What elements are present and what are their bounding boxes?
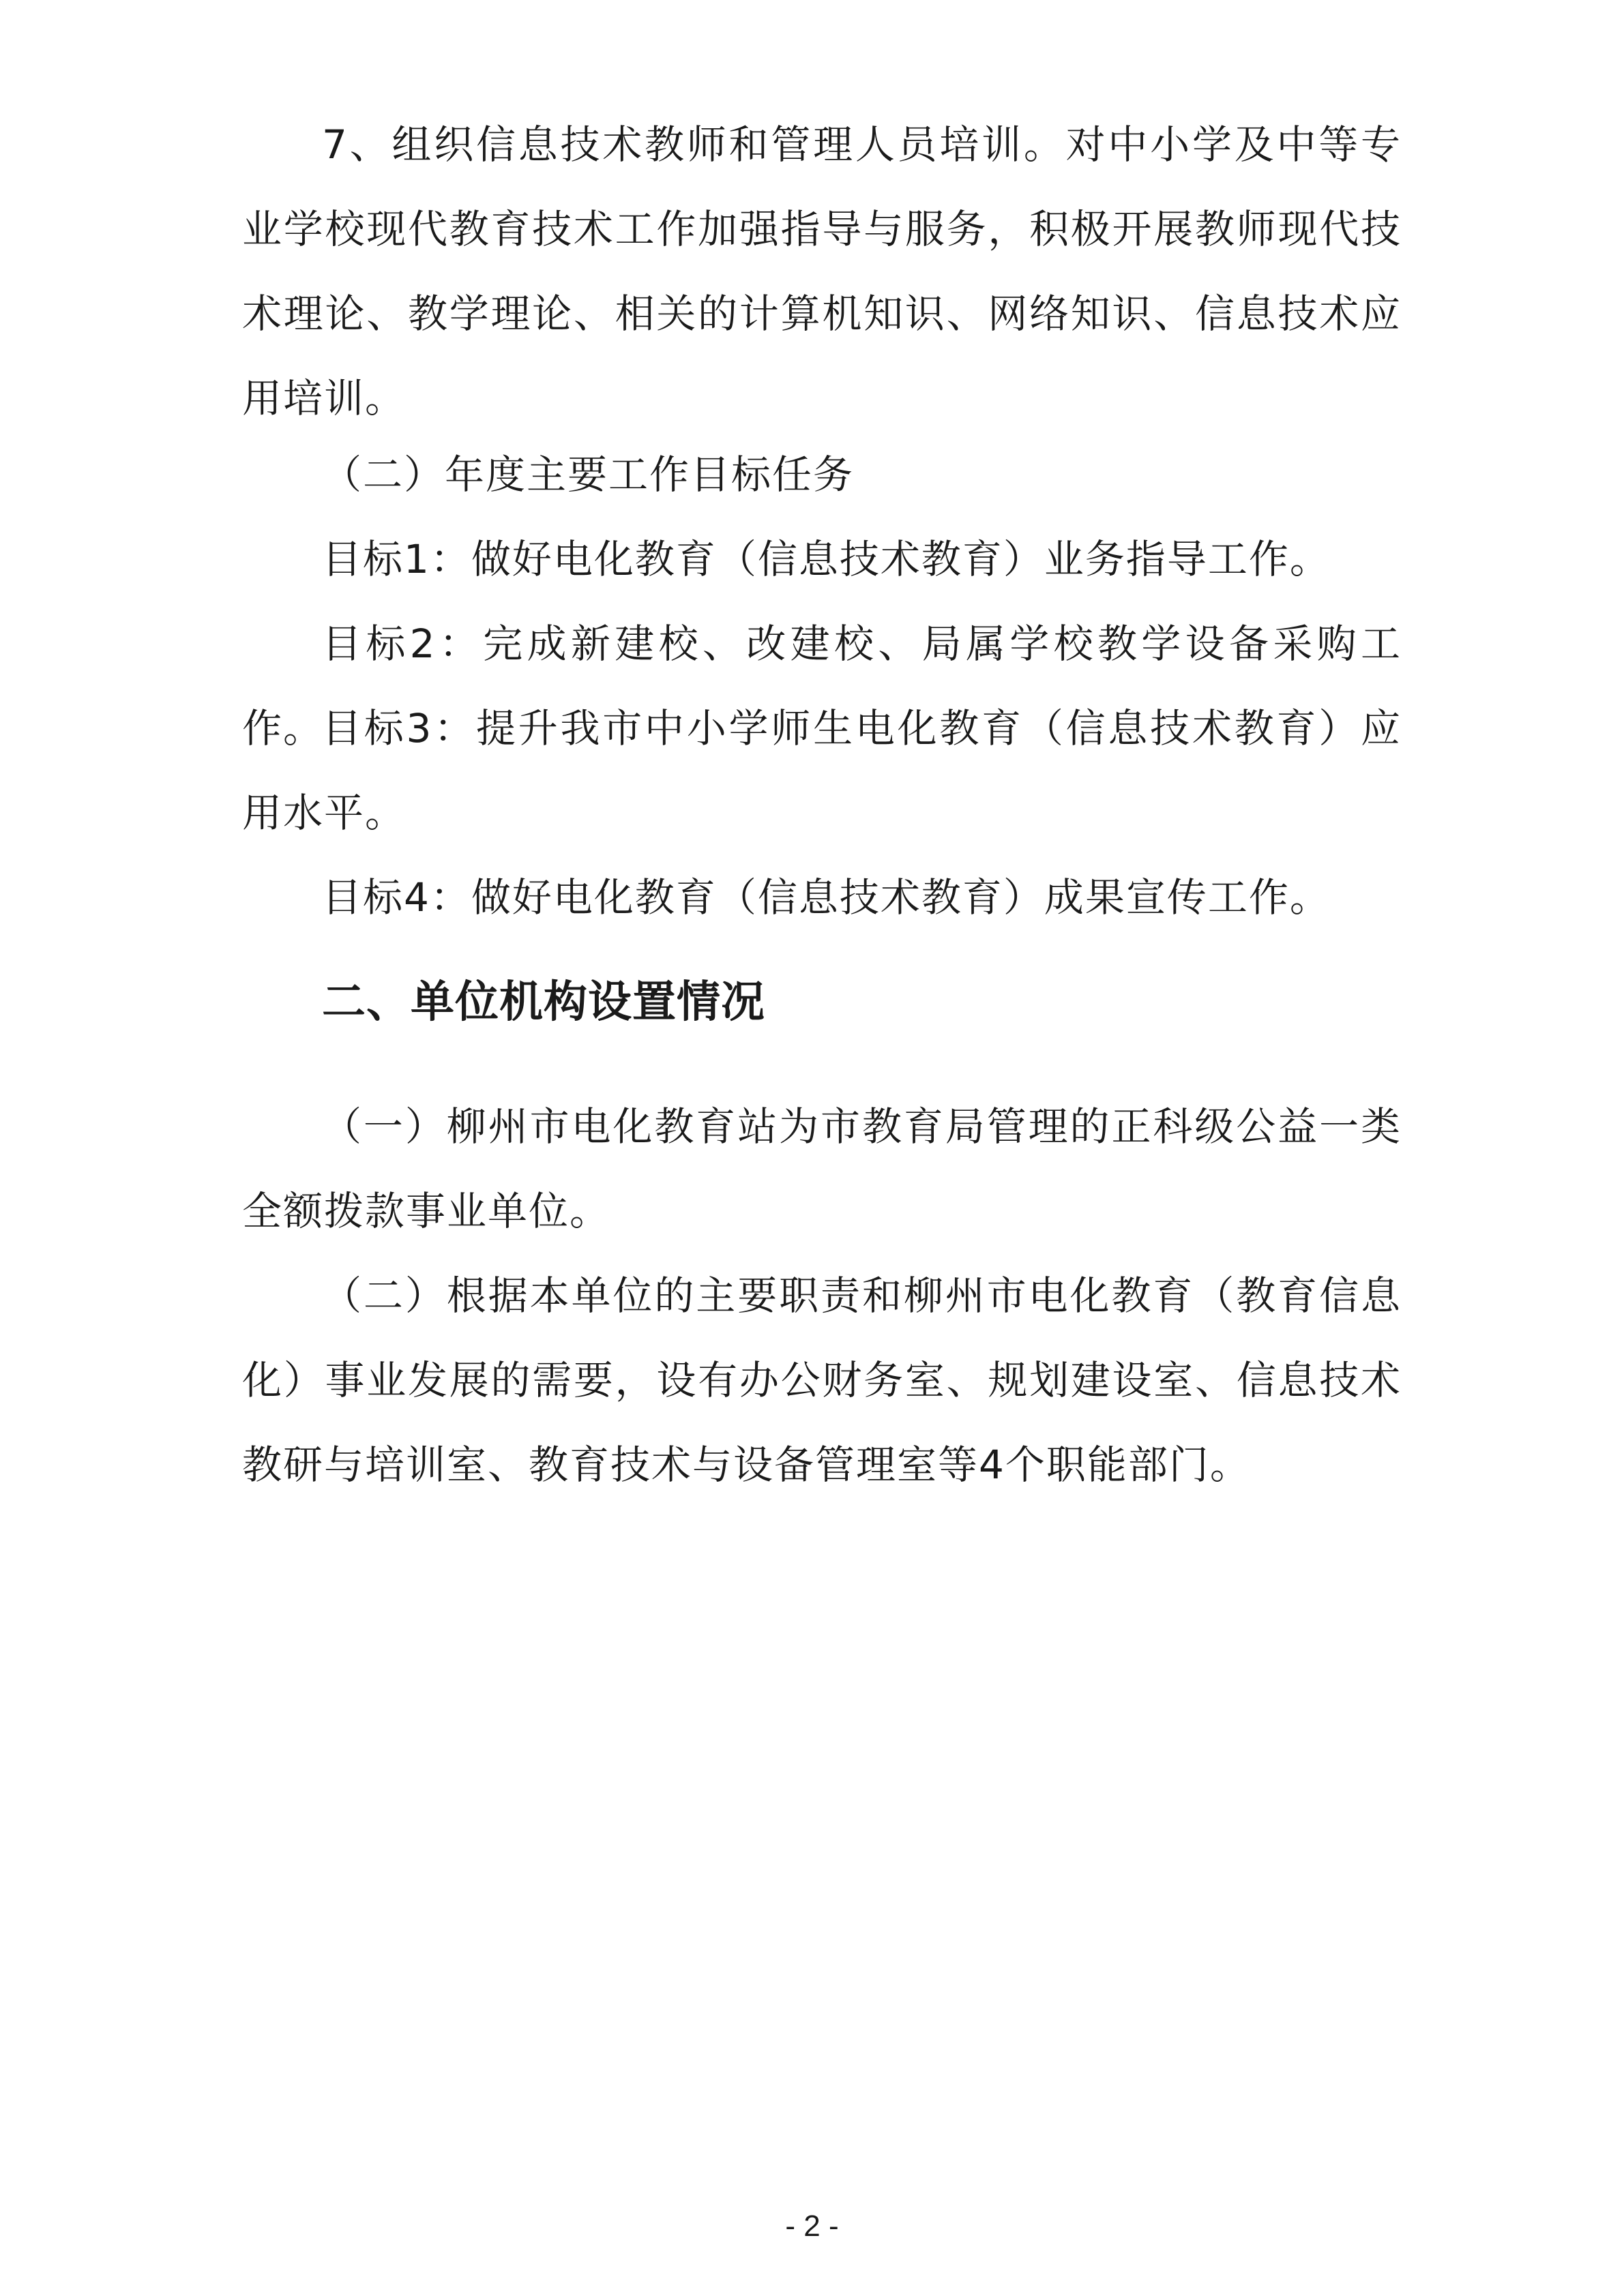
page-number: - 2 - — [785, 2209, 839, 2243]
subheading-annual-goals: （二）年度主要工作目标任务 — [322, 451, 855, 498]
paragraph-org-1: （一）柳州市电化教育站为市教育局管理的正科级公益一类全额拨款事业单位。 — [242, 1103, 1402, 1234]
paragraph-goal-1: 目标1：做好电化教育（信息技术教育）业务指导工作。 — [322, 536, 1331, 582]
section-heading-org-structure: 二、单位机构设置情况 — [322, 977, 765, 1028]
paragraph-goal-4: 目标4：做好电化教育（信息技术教育）成果宣传工作。 — [322, 874, 1331, 921]
paragraph-org-2: （二）根据本单位的主要职责和柳州市电化教育（教育信息化）事业发展的需要，设有办公财务室、规划建设室、信息技术教研与培训室、教育技术与设备管理室等4个职能部门。 — [242, 1272, 1402, 1488]
paragraph-goal-3: 目标3：提升我市中小学师生电化教育（信息技术教育）应用水平。 — [242, 705, 1402, 836]
paragraph-item-7: 7、组织信息技术教师和管理人员培训。对中小学及中等专业学校现代教育技术工作加强指导与服务，积极开展教师现代技术理论、教学理论、相关的计算机知识、网络知识、信息技术应用培训。 — [242, 121, 1402, 421]
paragraph-goal-2: 目标2：完成新建校、改建校、局属学校教学设备采购工作。 — [242, 621, 1402, 751]
